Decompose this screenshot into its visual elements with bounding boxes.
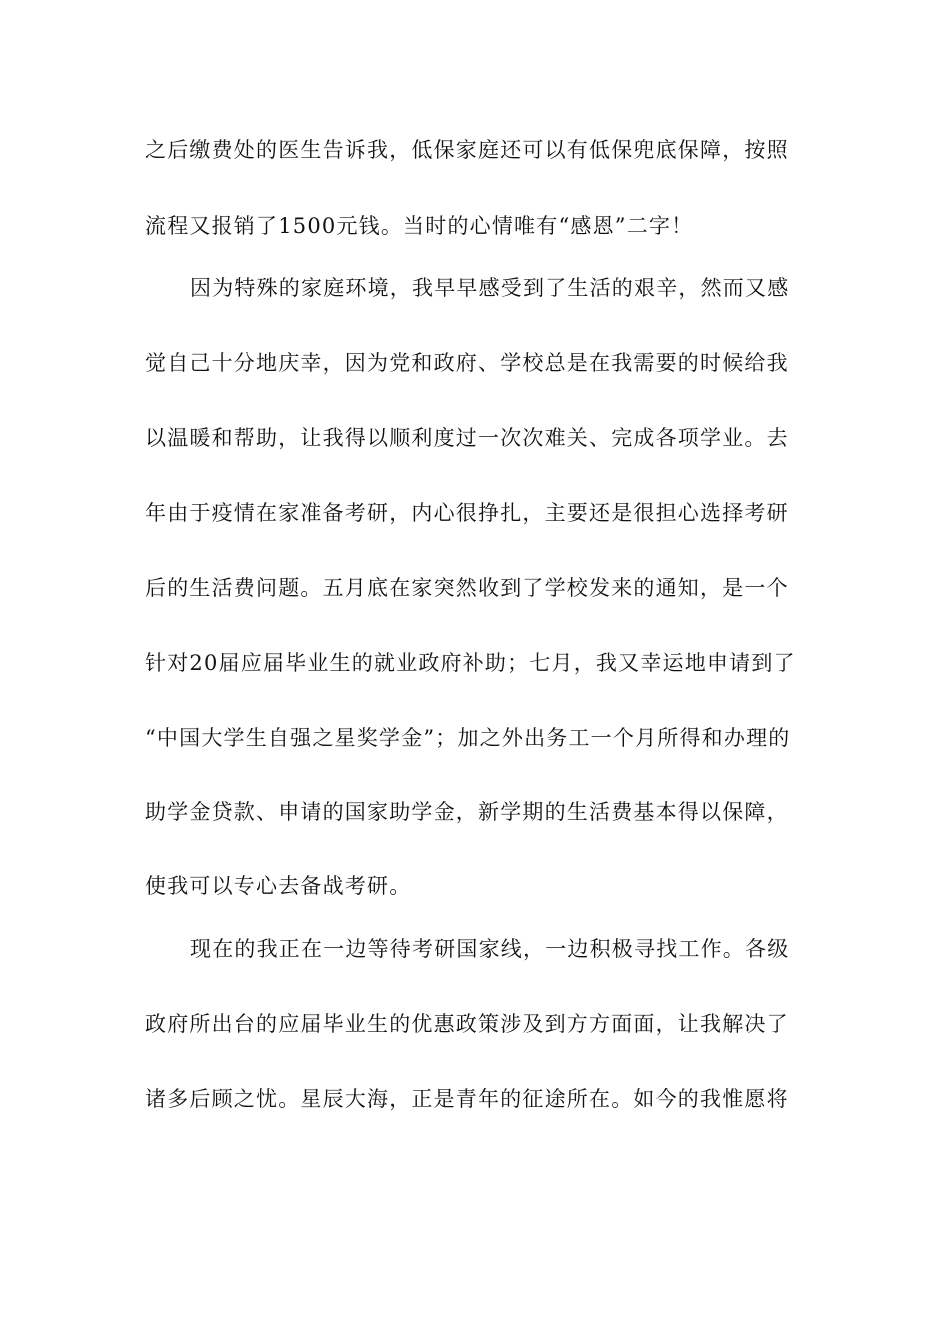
- text-line-5: 以温暖和帮助，让我得以顺利度过一次次难关、完成各项学业。去: [145, 426, 789, 450]
- text-line-2: 流程又报销了1500元钱。当时的心情唯有“感恩”二字！: [145, 214, 694, 238]
- text-line-1: 之后缴费处的医生告诉我，低保家庭还可以有低保兜底保障，按照: [145, 138, 789, 162]
- text-line-10: 助学金贷款、申请的国家助学金，新学期的生活费基本得以保障，: [145, 800, 789, 824]
- text-line-6: 年由于疫情在家准备考研，内心很挣扎，主要还是很担心选择考研: [145, 501, 789, 525]
- text-line-7: 后的生活费问题。五月底在家突然收到了学校发来的通知，是一个: [145, 576, 789, 600]
- text-line-9: “中国大学生自强之星奖学金”；加之外出务工一个月所得和办理的: [145, 726, 791, 750]
- text-line-4: 觉自己十分地庆幸，因为党和政府、学校总是在我需要的时候给我: [145, 351, 789, 375]
- paragraph-start-line-3: 因为特殊的家庭环境，我早早感受到了生活的艰辛，然而又感: [190, 276, 790, 300]
- text-line-8: 针对20届应届毕业生的就业政府补助；七月，我又幸运地申请到了: [145, 651, 796, 675]
- text-line-11: 使我可以专心去备战考研。: [145, 874, 412, 898]
- text-line-14: 诸多后顾之忧。星辰大海，正是青年的征途所在。如今的我惟愿将: [145, 1087, 789, 1111]
- paragraph-start-line-12: 现在的我正在一边等待考研国家线，一边积极寻找工作。各级: [190, 937, 790, 961]
- text-line-13: 政府所出台的应届毕业生的优惠政策涉及到方方面面，让我解决了: [145, 1012, 789, 1036]
